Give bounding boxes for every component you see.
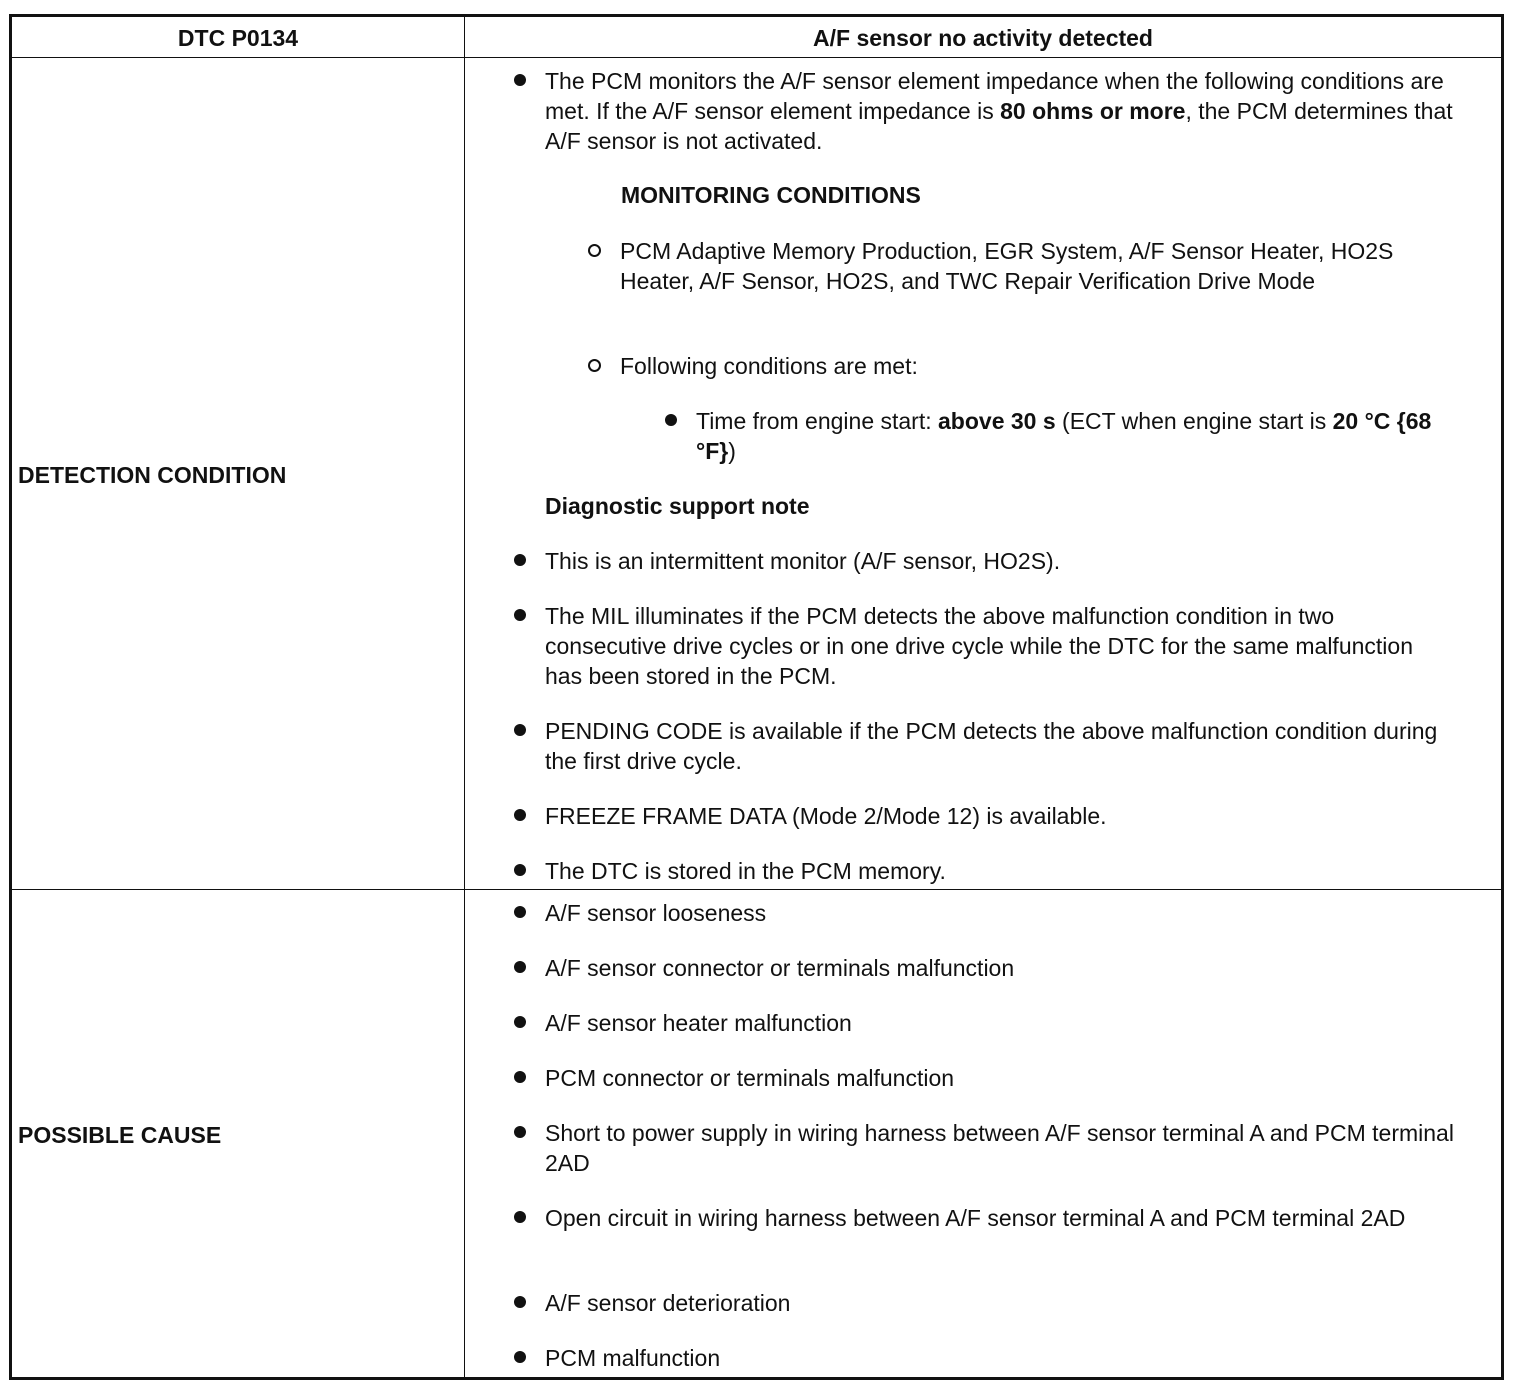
- bullet-icon: [514, 961, 526, 973]
- bullet-icon: [514, 864, 526, 876]
- circle-bullet-icon: [588, 359, 601, 372]
- detection-condition-label: DETECTION CONDITION: [18, 462, 287, 488]
- diagnostic-support-heading: Diagnostic support note: [545, 493, 810, 519]
- cause-item: A/F sensor heater malfunction: [545, 1010, 852, 1036]
- monitoring-item: Following conditions are met:: [620, 353, 918, 379]
- time-condition: Time from engine start: above 30 s (ECT when engine start is 20 °C {68 °F}): [696, 408, 1432, 464]
- bullet-icon: [514, 1071, 526, 1083]
- bullet-icon: [514, 1296, 526, 1308]
- cause-item: A/F sensor deterioration: [545, 1290, 791, 1316]
- bullet-icon: [665, 414, 677, 426]
- bullet-icon: [514, 1126, 526, 1138]
- cause-item: PCM connector or terminals malfunction: [545, 1065, 955, 1091]
- row-divider: [9, 889, 1504, 890]
- cause-item: A/F sensor looseness: [545, 900, 767, 926]
- bullet-icon: [514, 554, 526, 566]
- monitoring-conditions-heading: MONITORING CONDITIONS: [621, 182, 921, 208]
- support-item: This is an intermittent monitor (A/F sensor, HO2S).: [545, 548, 1061, 574]
- support-item: The MIL illuminates if the PCM detects the above malfunction condition in two consecutive drive cycles or in one drive cycle while the DTC for the same malfunction has been stored in the PCM.: [545, 603, 1413, 689]
- support-item: FREEZE FRAME DATA (Mode 2/Mode 12) is available.: [545, 803, 1107, 829]
- bullet-icon: [514, 609, 526, 621]
- detection-intro: The PCM monitors the A/F sensor element impedance when the following conditions are met. If the A/F sensor element impedance is 80 ohms or more, the PCM determines that A/F sensor is not activated.: [545, 68, 1453, 154]
- support-item: The DTC is stored in the PCM memory.: [545, 858, 946, 884]
- monitoring-item: PCM Adaptive Memory Production, EGR System, A/F Sensor Heater, HO2S Heater, A/F Sensor, HO2S, and TWC Repair Verification Drive Mode: [620, 238, 1394, 294]
- column-divider: [464, 14, 465, 1380]
- bullet-icon: [514, 1351, 526, 1363]
- bullet-icon: [514, 1016, 526, 1028]
- circle-bullet-icon: [588, 244, 601, 257]
- bullet-icon: [514, 809, 526, 821]
- cause-item: Short to power supply in wiring harness between A/F sensor terminal A and PCM terminal 2AD: [545, 1120, 1454, 1176]
- dtc-code-heading: DTC P0134: [177, 25, 299, 51]
- bullet-icon: [514, 906, 526, 918]
- bullet-icon: [514, 1211, 526, 1223]
- support-item: PENDING CODE is available if the PCM detects the above malfunction condition during the first drive cycle.: [545, 718, 1438, 774]
- bullet-icon: [514, 724, 526, 736]
- cause-item: PCM malfunction: [545, 1345, 721, 1371]
- cause-item: A/F sensor connector or terminals malfunction: [545, 955, 1015, 981]
- dtc-title-heading: A/F sensor no activity detected: [813, 25, 1153, 51]
- possible-cause-label: POSSIBLE CAUSE: [18, 1122, 222, 1148]
- cause-item: Open circuit in wiring harness between A/F sensor terminal A and PCM terminal 2AD: [545, 1205, 1406, 1231]
- header-divider: [9, 57, 1504, 58]
- bullet-icon: [514, 74, 526, 86]
